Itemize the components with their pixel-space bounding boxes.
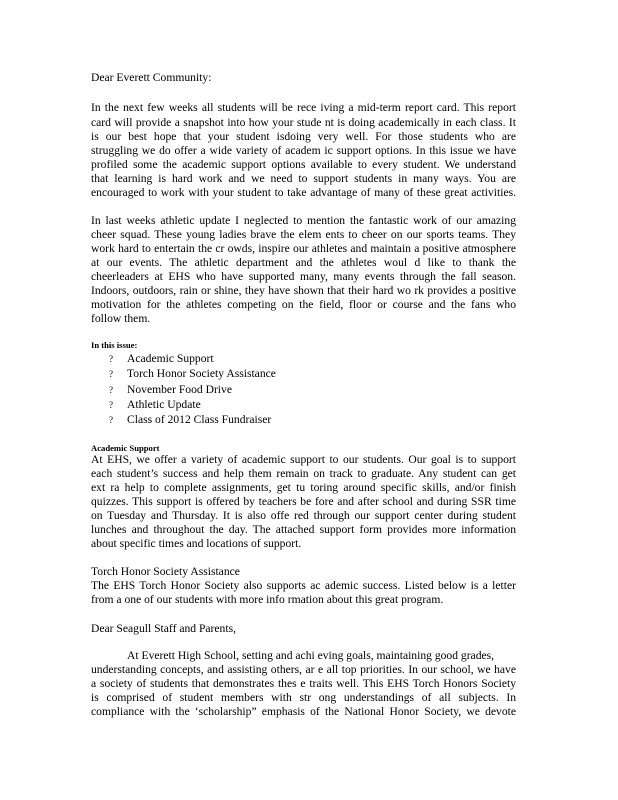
list-item — [109, 397, 276, 412]
paragraph-line: cheerleaders at EHS who have supported many, many events through the fall season. — [91, 270, 516, 283]
academic-support-heading: Academic Support — [91, 443, 160, 453]
paragraph-line: In the next few weeks all students will be rece iving a mid-term report card. This report — [91, 101, 516, 114]
greeting: Dear Everett Community: — [91, 71, 212, 84]
paragraph-line: Indoors, outdoors, rain or shine, they have shown that their hard wo rk provides a positive — [91, 284, 516, 297]
list-item-label: Academic Support — [127, 352, 214, 365]
paragraph-line: each student’s success and help them remain on track to graduate. Any student can get — [91, 467, 516, 480]
paragraph-line: profiled some the academic support options available to every student. We understand — [91, 158, 516, 171]
bullet-icon: ? — [109, 399, 113, 410]
paragraph-line: understanding concepts, and assisting others, ar e all top priorities. In our school, we have — [91, 663, 516, 676]
list-item — [109, 351, 276, 366]
paragraph-line: lunches and throughout the day. The attached support form provides more information — [91, 523, 516, 536]
paragraph-line: a society of students that demonstrates thes e traits well. This EHS Torch Honors Society — [91, 677, 516, 690]
in-this-issue-list — [109, 351, 276, 427]
list-item-label: Class of 2012 Class Fundraiser — [127, 413, 272, 427]
list-item — [109, 366, 276, 381]
list-item-label: Torch Honor Society Assistance — [127, 367, 276, 381]
paragraph-line: In last weeks athletic update I neglected to mention the fantastic work of our amazing — [91, 214, 516, 227]
bullet-icon: ? — [109, 354, 113, 364]
paragraph-line: work hard to entertain the cr owds, inspire our athletes and maintain a positive atmosphere — [91, 242, 516, 255]
paragraph-line: struggling we do offer a wide variety of academ ic support options. In this issue we have — [91, 144, 516, 157]
in-this-issue-heading: In this issue: — [91, 340, 138, 350]
paragraph-line: is comprised of student members with str ong understandings of all subjects. In — [91, 691, 516, 704]
paragraph-line: quizzes. This support is offered by teachers be fore and after school and during SSR time — [91, 495, 516, 508]
paragraph-line: At Everett High School, setting and achi eving goals, maintaining good grades, — [127, 649, 495, 662]
bullet-icon: ? — [109, 384, 113, 395]
paragraph-line: encouraged to work with your student to take advantage of many of these great activities. — [91, 186, 516, 199]
paragraph-line: at our events. The athletic department and the athletes woul d like to thank the — [91, 256, 516, 269]
paragraph-line: that learning is hard work and we need to support students in many ways. You are — [91, 172, 516, 185]
paragraph-line: motivation for the athletes competing on the field, floor or course and the fans who — [91, 298, 516, 311]
torch-heading: Torch Honor Society Assistance — [91, 565, 240, 578]
paragraph-line: ext ra help to complete assignments, get tu toring around specific skills, and/or finish — [91, 481, 516, 494]
bullet-icon: ? — [109, 369, 113, 380]
paragraph-line: from a one of our students with more info rmation about this great program. — [91, 593, 444, 606]
list-item — [109, 382, 276, 397]
list-item — [109, 412, 276, 427]
paragraph-line: card will provide a snapshot into how your stude nt is doing academically in each class. It — [91, 116, 516, 129]
paragraph-line: The EHS Torch Honor Society also supports ac ademic success. Listed below is a letter — [91, 579, 516, 592]
paragraph-line: follow them. — [91, 312, 151, 325]
paragraph-line: about specific times and locations of support. — [91, 537, 302, 550]
paragraph-line: on Tuesday and Thursday. It is also offe red through our support center during student — [91, 509, 516, 522]
paragraph-line: is our best hope that your student isdoing very well. For those students who are — [91, 130, 516, 143]
paragraph-line: cheer squad. These young ladies brave the elem ents to cheer on our sports teams. They — [91, 228, 516, 241]
paragraph-line: compliance with the ‘scholarship” emphasis of the National Honor Society, we devote — [91, 705, 516, 718]
letter-salutation: Dear Seagull Staff and Parents, — [91, 622, 236, 635]
paragraph-line: At EHS, we offer a variety of academic support to our students. Our goal is to support — [91, 453, 516, 466]
list-item-label: Athletic Update — [127, 397, 201, 411]
list-item-label: November Food Drive — [127, 382, 232, 396]
bullet-icon: ? — [109, 415, 113, 426]
